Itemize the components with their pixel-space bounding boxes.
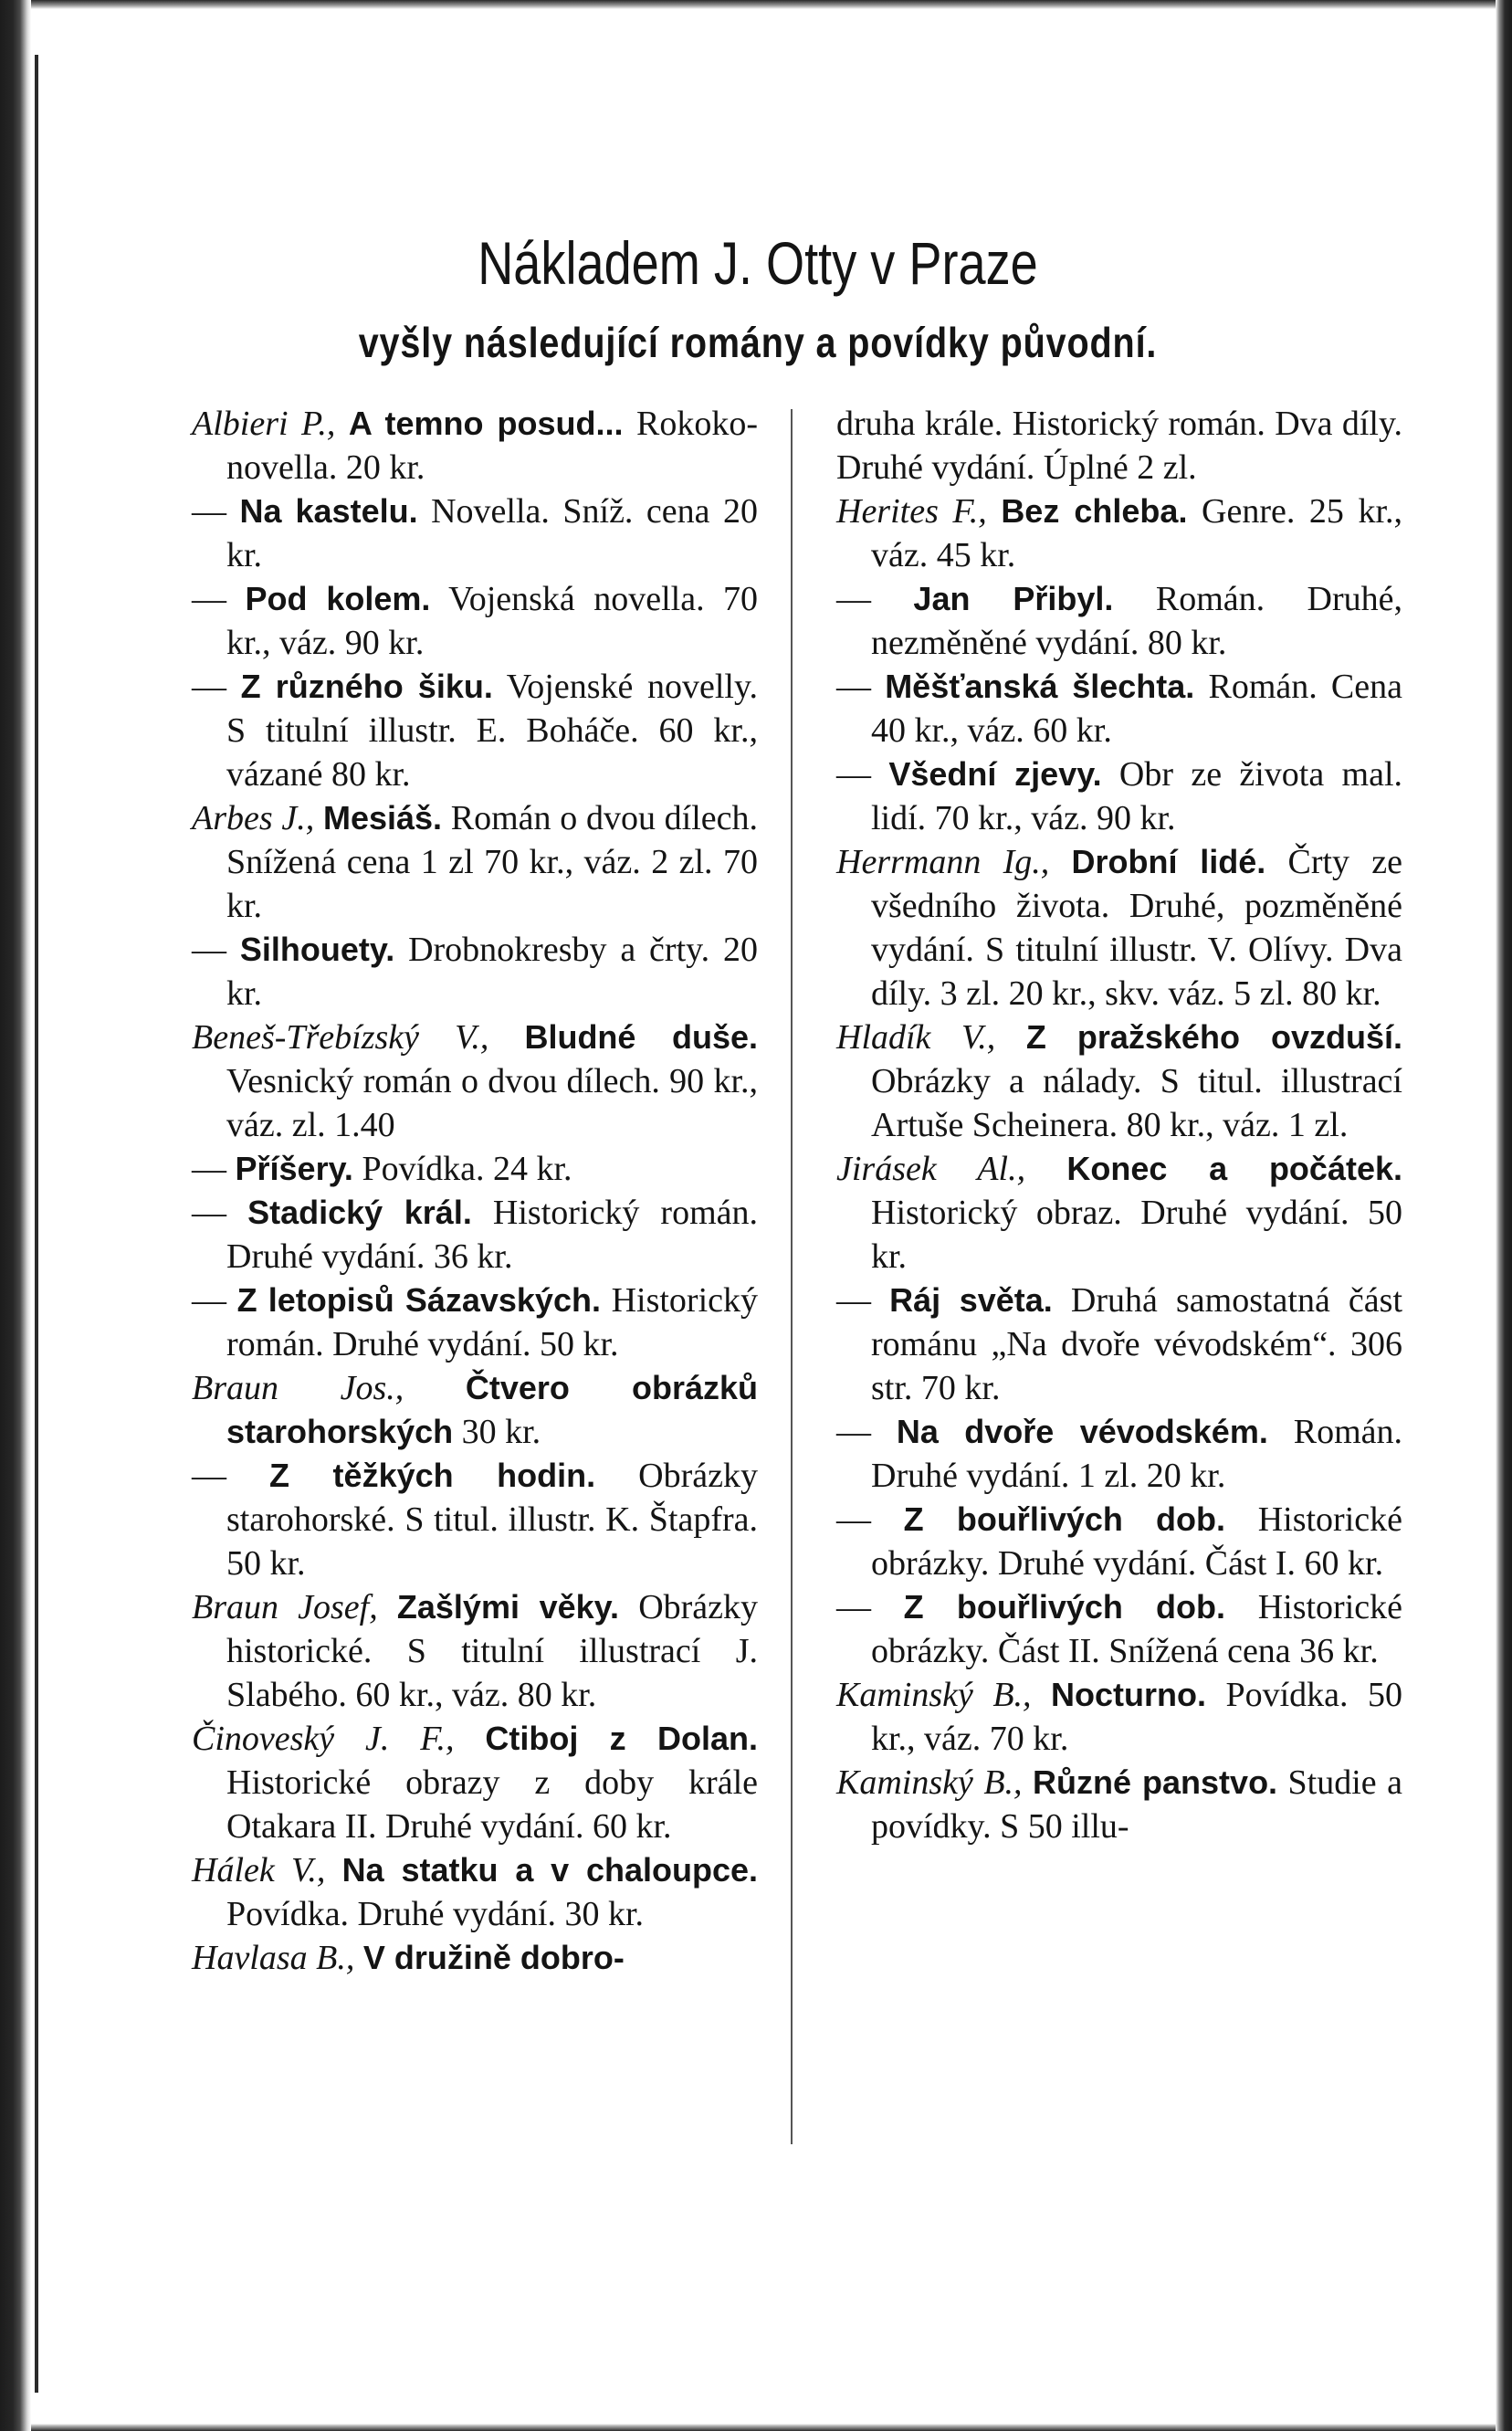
- entry-title: Drobní lidé.: [1071, 843, 1266, 880]
- entry-title: Z různého šiku.: [240, 668, 493, 705]
- entry-title: V družině dobro-: [362, 1939, 625, 1976]
- entry-author: —: [192, 931, 240, 969]
- entry-author: Braun Josef,: [192, 1588, 378, 1626]
- entry-description: Povídka. Druhé vydání. 30 kr.: [226, 1895, 645, 1933]
- catalog-entry: [192, 665, 758, 796]
- right-column: [836, 402, 1402, 1848]
- entry-title: Bludné duše.: [524, 1018, 759, 1056]
- entry-description: Historické obrazy z doby krále Otakara II. Druhé vydání. 60 kr.: [226, 1763, 758, 1846]
- entry-description: Vesnický román o dvou dílech. 90 kr., váz. zl. 1.40: [226, 1062, 758, 1144]
- entry-description: Črty ze všedního života. Druhé, pozměněné vydání. S titulní illustr. V. Olívy. Dva díly. 3 zl. 20 kr., skv. váz. 5 zl. 80 kr.: [871, 843, 1403, 1013]
- entry-description: Historický obraz. Druhé vydání. 50 kr.: [871, 1194, 1402, 1276]
- entry-description: Historické obrázky. Druhé vydání. Část I. 60 kr.: [871, 1500, 1402, 1583]
- entry-title: Na dvoře vévodském.: [896, 1413, 1268, 1450]
- scan-edge-top: [31, 0, 1496, 9]
- entry-description: Rokoko-novella. 20 kr.: [226, 405, 759, 487]
- scan-edge-bottom: [31, 2424, 1496, 2431]
- catalog-entry: [192, 796, 758, 928]
- entry-title: Zašlými věky.: [396, 1588, 620, 1626]
- catalog-entry: [192, 402, 758, 489]
- entry-author: Kaminský B.,: [836, 1763, 1023, 1802]
- entry-description: Studie a povídky. S 50 illu-: [871, 1763, 1403, 1846]
- entry-title: Z pražského ovzduší.: [1025, 1018, 1402, 1056]
- catalog-entry: [192, 577, 758, 665]
- catalog-entry: [836, 1279, 1402, 1410]
- entry-title: Bez chleba.: [1001, 492, 1188, 530]
- column-divider: [791, 409, 793, 2144]
- entry-author: Hálek V.,: [192, 1851, 326, 1889]
- entry-description: Obrázky historické. S titulní illustrací J. Slabého. 60 kr., váz. 80 kr.: [226, 1588, 759, 1714]
- catalog-entry: [836, 1016, 1402, 1147]
- entry-description: Vojenské novelly. S titulní illustr. E. Boháče. 60 kr., vázané 80 kr.: [226, 668, 759, 794]
- entry-description: Historické obrázky. Část II. Snížená cena 36 kr.: [871, 1588, 1402, 1670]
- catalog-entry: [192, 1016, 758, 1147]
- entry-description: Povídka. 24 kr.: [362, 1150, 572, 1188]
- entry-author: —: [192, 492, 240, 531]
- entry-author: —: [836, 1500, 904, 1539]
- entry-description: Román o dvou dílech. Snížená cena 1 zl 70 kr., váz. 2 zl. 70 kr.: [226, 799, 758, 925]
- left-column: [192, 402, 758, 1980]
- entry-author: Činoveský J. F.,: [192, 1720, 455, 1758]
- entry-description: Druhá samostatná část románu „Na dvoře vévodském“. 306 str. 70 kr.: [871, 1281, 1403, 1407]
- catalog-entry: [836, 752, 1402, 840]
- catalog-entry: [836, 1498, 1402, 1585]
- entry-title: Z letopisů Sázavských.: [236, 1281, 601, 1319]
- entry-author: Beneš-Třebízský V.,: [192, 1018, 489, 1057]
- catalog-entry: [192, 1936, 758, 1980]
- entry-title: Na kastelu.: [239, 492, 418, 530]
- entry-author: —: [192, 668, 241, 706]
- catalog-entry: [192, 1585, 758, 1717]
- entry-title: Z těžkých hodin.: [269, 1457, 596, 1494]
- entry-title: Různé panstvo.: [1033, 1763, 1278, 1801]
- entry-author: Jirásek Al.,: [836, 1150, 1026, 1188]
- entry-description: Obr ze života mal. lidí. 70 kr., váz. 90 kr.: [871, 755, 1403, 837]
- catalog-entry: [836, 1761, 1402, 1848]
- entry-title: Nocturno.: [1051, 1676, 1206, 1713]
- entry-author: Arbes J.,: [192, 799, 315, 837]
- entry-author: —: [192, 1281, 237, 1320]
- catalog-entry: [192, 1279, 758, 1366]
- catalog-entry: [192, 928, 758, 1016]
- entry-author: —: [192, 580, 246, 618]
- page-subtitle: vyšly následující romány a povídky původní.: [358, 319, 1158, 366]
- catalog-entry: [836, 665, 1402, 752]
- entry-title: Z bouřlivých dob.: [903, 1588, 1226, 1626]
- entry-author: Herites F.,: [836, 492, 987, 531]
- entry-description: Román. Cena 40 kr., váz. 60 kr.: [871, 668, 1403, 750]
- entry-author: Albieri P.,: [192, 405, 336, 443]
- entry-description: Román. Druhé vydání. 1 zl. 20 kr.: [871, 1413, 1403, 1495]
- entry-title: Silhouety.: [239, 931, 395, 968]
- entry-author: —: [836, 1413, 897, 1451]
- entry-description: Povídka. 50 kr., váz. 70 kr.: [871, 1676, 1402, 1758]
- catalog-entry: [836, 840, 1402, 1016]
- entry-title: Mesiáš.: [322, 799, 443, 837]
- catalog-entry: [192, 489, 758, 577]
- entry-description: Drobnokresby a črty. 20 kr.: [226, 931, 759, 1013]
- catalog-entry: [836, 1410, 1402, 1498]
- catalog-entry: [836, 1673, 1402, 1761]
- scan-edge-left: [0, 0, 31, 2431]
- entry-description: Historický román. Druhé vydání. 50 kr.: [226, 1281, 759, 1363]
- entry-title: Ctiboj z Dolan.: [485, 1720, 759, 1757]
- entry-title: A temno posud...: [348, 405, 624, 442]
- catalog-entry: [192, 1717, 758, 1848]
- catalog-entry: [836, 577, 1402, 665]
- entry-author: —: [836, 580, 914, 618]
- entry-title: Z bouřlivých dob.: [903, 1500, 1226, 1538]
- entry-title: Stadický král.: [247, 1194, 472, 1231]
- entry-title: Čtvero obrázků starohorských: [226, 1369, 758, 1450]
- page-title: Nákladem J. Otty v Praze: [478, 229, 1038, 297]
- entry-author: —: [192, 1150, 236, 1188]
- entry-description: druha krále. Historický román. Dva díly. Druhé vydání. Úplné 2 zl.: [836, 405, 1402, 487]
- entry-author: —: [836, 755, 889, 794]
- catalog-entry: [836, 402, 1402, 489]
- entry-title: Měšťanská šlechta.: [885, 668, 1195, 705]
- entry-description: Historický román. Druhé vydání. 36 kr.: [226, 1194, 759, 1276]
- catalog-entry: [836, 1585, 1402, 1673]
- entry-author: —: [836, 668, 886, 706]
- entry-description: Román. Druhé, nezměněné vydání. 80 kr.: [871, 580, 1402, 662]
- entry-title: Příšery.: [235, 1150, 353, 1187]
- entry-title: Pod kolem.: [245, 580, 431, 617]
- entry-description: 30 kr.: [461, 1413, 541, 1451]
- catalog-entry: [192, 1454, 758, 1585]
- entry-author: Braun Jos.,: [192, 1369, 404, 1407]
- entry-description: Genre. 25 kr., váz. 45 kr.: [871, 492, 1403, 574]
- entry-title: Všední zjevy.: [888, 755, 1102, 793]
- entry-author: Herrmann Ig.,: [836, 843, 1050, 881]
- entry-author: —: [192, 1457, 270, 1495]
- entry-title: Jan Přibyl.: [913, 580, 1114, 617]
- catalog-entry: [192, 1191, 758, 1279]
- entry-author: —: [836, 1281, 890, 1320]
- scan-edge-right: [1496, 0, 1512, 2431]
- entry-description: Novella. Sníž. cena 20 kr.: [226, 492, 759, 574]
- entry-title: Ráj světa.: [889, 1281, 1053, 1319]
- entry-author: Hladík V.,: [836, 1018, 996, 1057]
- catalog-entry: [836, 1147, 1402, 1279]
- entry-title: Na statku a v chaloupce.: [341, 1851, 759, 1889]
- entry-description: Vojenská novella. 70 kr., váz. 90 kr.: [226, 580, 758, 662]
- entry-author: —: [836, 1588, 904, 1626]
- scan-gutter-line: [35, 55, 38, 2393]
- entry-description: Obrázky starohorské. S titul. illustr. K. Štapfra. 50 kr.: [226, 1457, 758, 1583]
- entry-author: Havlasa B.,: [192, 1939, 355, 1977]
- catalog-entry: [192, 1366, 758, 1454]
- entry-author: Kaminský B.,: [836, 1676, 1032, 1714]
- catalog-entry: [836, 489, 1402, 577]
- catalog-entry: [192, 1147, 758, 1191]
- entry-title: Konec a počátek.: [1066, 1150, 1402, 1187]
- entry-author: —: [192, 1194, 248, 1232]
- entry-description: Obrázky a nálady. S titul. illustrací Artuše Scheinera. 80 kr., váz. 1 zl.: [871, 1062, 1402, 1144]
- catalog-entry: [192, 1848, 758, 1936]
